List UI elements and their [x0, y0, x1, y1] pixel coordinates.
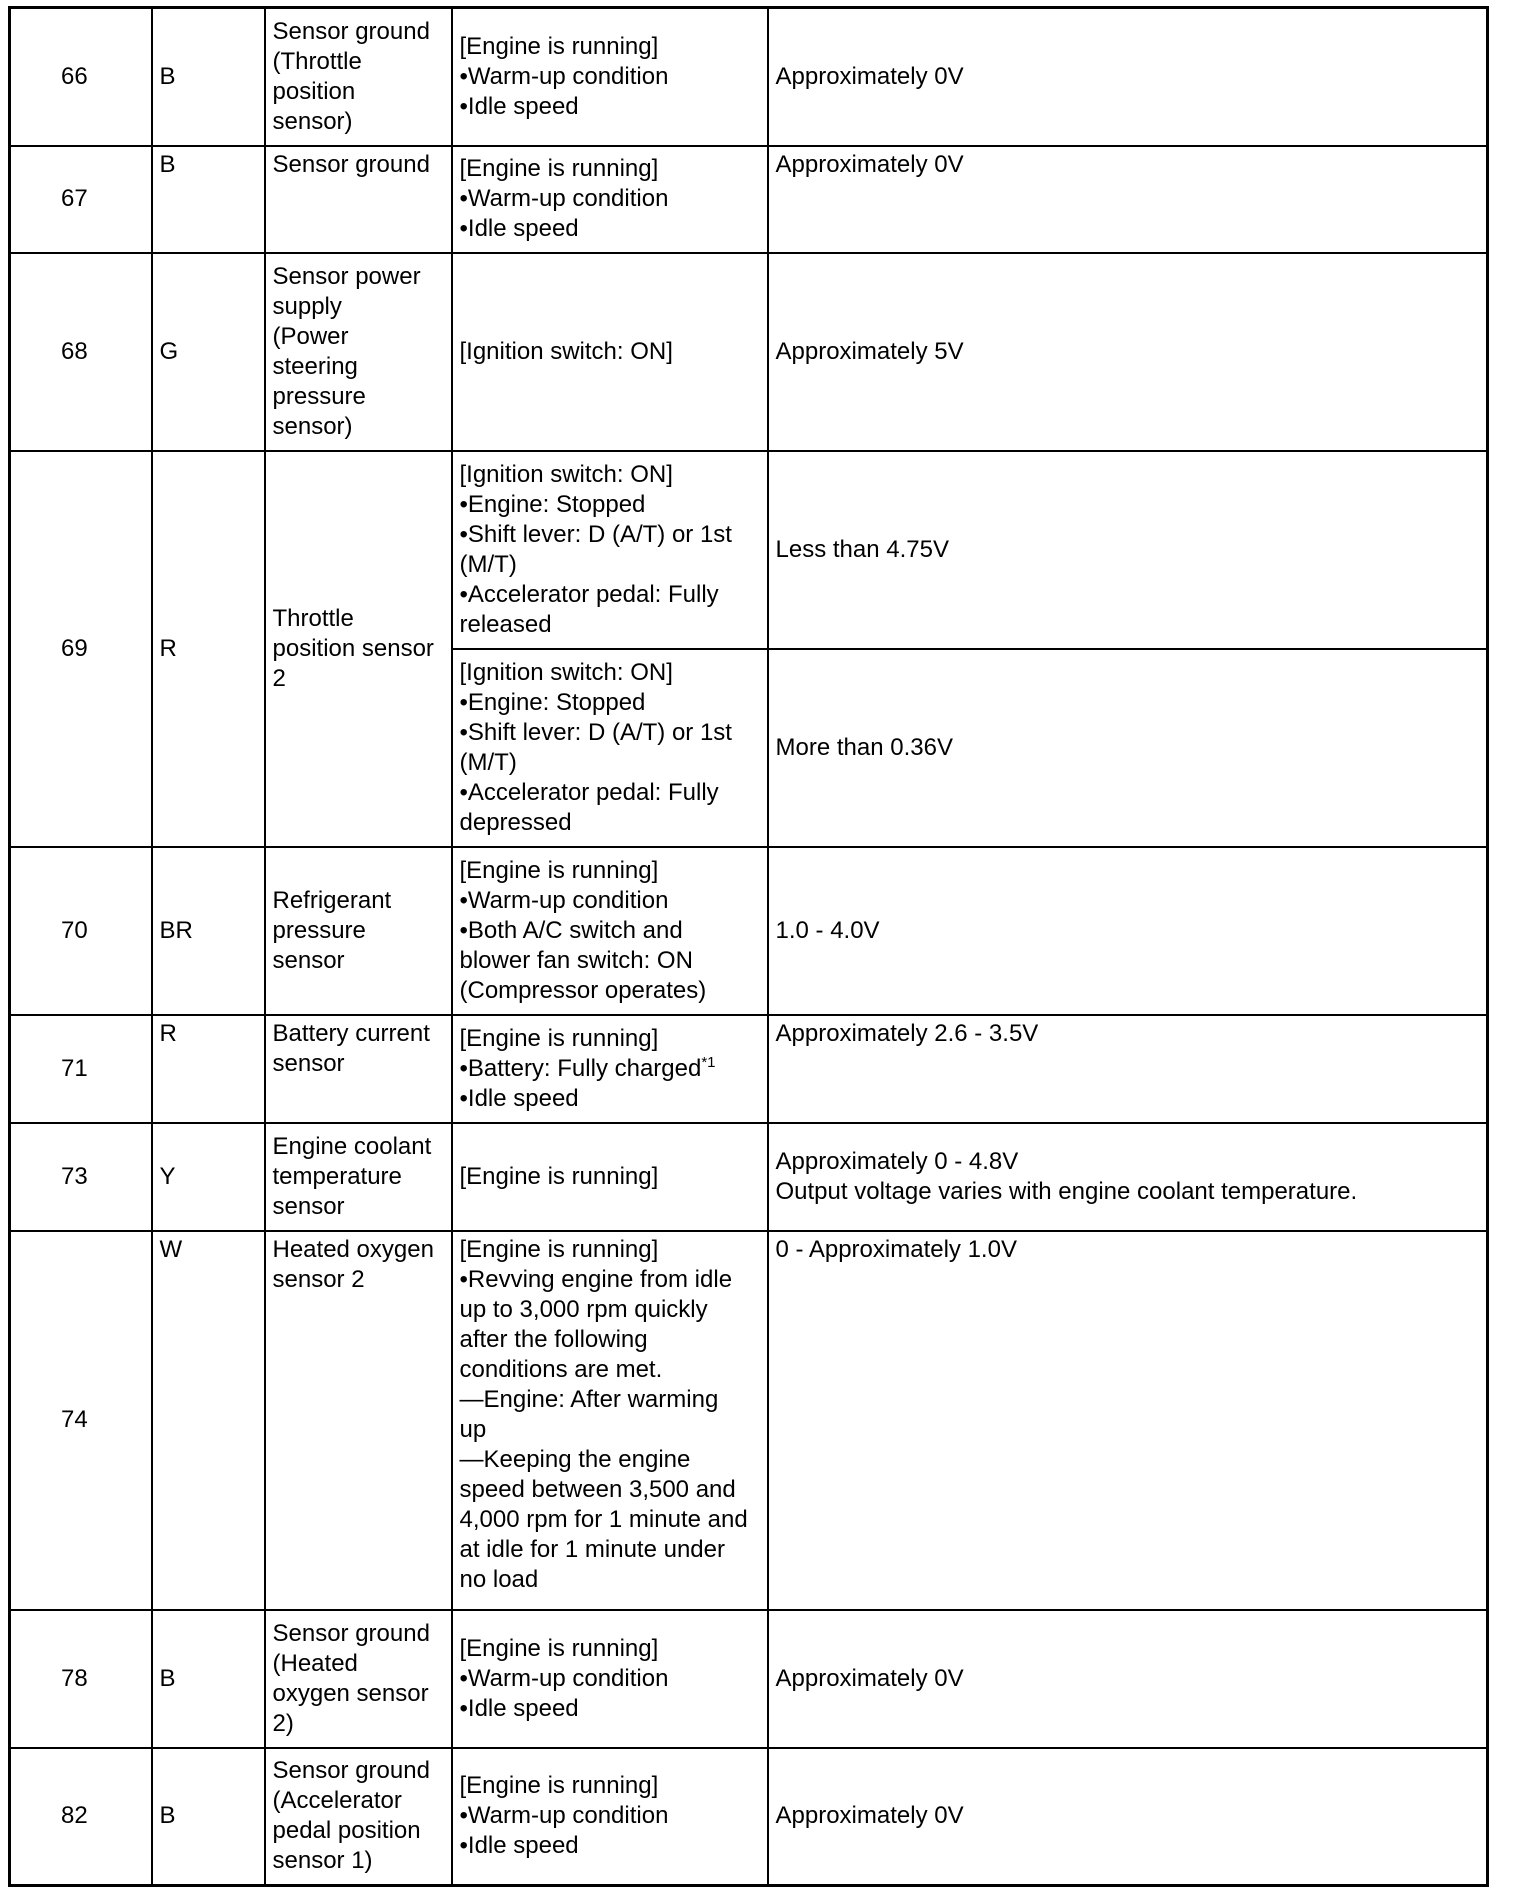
condition-cell [452, 1231, 768, 1610]
condition-line: [Engine is running] [459, 1162, 659, 1190]
item-line: Heated oxygen [272, 1235, 434, 1263]
item-cell [265, 451, 452, 847]
condition-line: [Engine is running] [459, 856, 659, 884]
item-line: sensor [272, 1049, 345, 1077]
item-line: (Heated [272, 1649, 358, 1677]
value-cell [768, 1231, 1488, 1610]
item-line: oxygen sensor [272, 1679, 429, 1707]
value-cell [768, 1015, 1488, 1123]
terminal-number: 67 [10, 146, 152, 253]
wire-color: G [152, 253, 265, 451]
footnote-mark: *1 [701, 1053, 716, 1071]
terminal-number: 70 [10, 847, 152, 1015]
item-line: 2) [272, 1709, 294, 1737]
wire-color: R [152, 1015, 265, 1123]
table-row [10, 146, 1488, 253]
table-row [10, 1123, 1488, 1231]
table-row [10, 253, 1488, 451]
value-cell [768, 1610, 1488, 1748]
table-row [10, 847, 1488, 1015]
item-line: (Power [272, 322, 349, 350]
condition-cell [452, 1123, 768, 1231]
value-cell [768, 253, 1488, 451]
condition-line: [Engine is running] [459, 1235, 659, 1263]
item-line: Sensor power [272, 262, 421, 290]
terminal-number: 74 [10, 1231, 152, 1610]
wire-color: Y [152, 1123, 265, 1231]
item-line: 2 [272, 664, 286, 692]
terminal-number: 73 [10, 1123, 152, 1231]
condition-line: [Ignition switch: ON] [459, 460, 673, 488]
value-cell [768, 451, 1488, 649]
condition-cell [452, 649, 768, 847]
condition-line: (M/T) [459, 550, 517, 578]
condition-line: [Engine is running] [459, 1024, 659, 1052]
condition-line: depressed [459, 808, 572, 836]
item-line: position [272, 77, 356, 105]
item-line: sensor 2 [272, 1265, 365, 1293]
condition-line: (Compressor operates) [459, 976, 707, 1004]
condition-line: [Ignition switch: ON] [459, 337, 673, 365]
item-line: pressure [272, 916, 366, 944]
table-row [10, 1610, 1488, 1748]
wire-color: B [152, 146, 265, 253]
wire-color: R [152, 451, 265, 847]
item-cell [265, 8, 452, 146]
terminal-number: 82 [10, 1748, 152, 1886]
item-line: Engine coolant [272, 1132, 432, 1160]
condition-cell [452, 847, 768, 1015]
value-cell [768, 847, 1488, 1015]
condition-line: [Engine is running] [459, 1772, 659, 1800]
value-line: More than 0.36V [775, 733, 953, 761]
condition-cell [452, 1015, 768, 1123]
item-cell [265, 1748, 452, 1886]
condition-line: [Engine is running] [459, 155, 659, 182]
terminal-number: 68 [10, 253, 152, 451]
terminal-number: 71 [10, 1015, 152, 1123]
condition-line: •Warm-up condition [459, 1664, 669, 1692]
item-line: Sensor ground [272, 150, 430, 178]
condition-line: blower fan switch: ON [459, 946, 693, 974]
condition-line: •Warm-up condition [459, 62, 669, 90]
condition-text: •Battery: Fully charged [459, 1054, 702, 1082]
value-line: Approximately 5V [775, 337, 964, 365]
item-line: position sensor [272, 634, 434, 662]
item-cell [265, 847, 452, 1015]
condition-line: •Idle speed [459, 215, 579, 242]
condition-line: [Ignition switch: ON] [459, 658, 673, 686]
value-line: Output voltage varies with engine coolant temperature. [775, 1177, 1358, 1205]
value-cell [768, 649, 1488, 847]
item-line: Sensor ground [272, 1619, 430, 1647]
ecm-terminal-table [8, 6, 1489, 1887]
condition-cell [452, 1610, 768, 1748]
value-line: 0 - Approximately 1.0V [775, 1235, 1017, 1263]
terminal-number: 66 [10, 8, 152, 146]
item-cell [265, 1610, 452, 1748]
condition-line: •Both A/C switch and [459, 916, 683, 944]
condition-line: •Warm-up condition [459, 1802, 669, 1830]
table-row [10, 1015, 1488, 1123]
value-line: Less than 4.75V [775, 535, 949, 563]
item-cell [265, 146, 452, 253]
table-row [10, 1231, 1488, 1610]
condition-line: •Idle speed [459, 1694, 579, 1722]
condition-cell [452, 253, 768, 451]
condition-cell [452, 146, 768, 253]
value-line: Approximately 0V [775, 62, 964, 90]
item-line: Battery current [272, 1019, 430, 1047]
condition-line: •Warm-up condition [459, 185, 669, 212]
value-line: Approximately 0V [775, 150, 964, 178]
value-line: Approximately 0 - 4.8V [775, 1147, 1019, 1175]
condition-line: —Engine: After warming [459, 1385, 719, 1413]
condition-line: 4,000 rpm for 1 minute and [459, 1505, 748, 1533]
condition-line: •Accelerator pedal: Fully [459, 580, 719, 608]
condition-line: up to 3,000 rpm quickly [459, 1295, 708, 1323]
condition-line: after the following [459, 1325, 648, 1353]
condition-line: •Engine: Stopped [459, 688, 646, 716]
item-line: sensor) [272, 412, 353, 440]
item-line: sensor [272, 946, 345, 974]
condition-line: (M/T) [459, 748, 517, 776]
table-row [10, 1748, 1488, 1886]
condition-line: [Engine is running] [459, 32, 659, 60]
item-line: steering [272, 352, 358, 380]
condition-line: conditions are met. [459, 1355, 663, 1383]
item-line: Sensor ground [272, 17, 430, 45]
item-line: sensor 1) [272, 1847, 373, 1875]
item-line: Refrigerant [272, 886, 392, 914]
item-line: Throttle [272, 604, 354, 632]
condition-cell [452, 451, 768, 649]
item-line: pressure [272, 382, 366, 410]
item-cell [265, 253, 452, 451]
condition-line: •Accelerator pedal: Fully [459, 778, 719, 806]
item-line: (Throttle [272, 47, 362, 75]
condition-line: up [459, 1415, 487, 1443]
value-cell [768, 1748, 1488, 1886]
item-line: (Accelerator [272, 1787, 402, 1815]
wire-color: B [152, 1748, 265, 1886]
item-line: Sensor ground [272, 1757, 430, 1785]
value-line: 1.0 - 4.0V [775, 916, 880, 944]
condition-line: [Engine is running] [459, 1634, 659, 1662]
condition-line: no load [459, 1565, 539, 1593]
table-row [10, 8, 1488, 146]
condition-line: —Keeping the engine [459, 1445, 691, 1473]
item-line: sensor) [272, 107, 353, 135]
value-cell [768, 146, 1488, 253]
wire-color: W [152, 1231, 265, 1610]
terminal-number: 78 [10, 1610, 152, 1748]
item-cell [265, 1231, 452, 1610]
condition-line: •Warm-up condition [459, 886, 669, 914]
condition-line: speed between 3,500 and [459, 1475, 736, 1503]
condition-line: at idle for 1 minute under [459, 1535, 725, 1563]
value-line: Approximately 2.6 - 3.5V [775, 1019, 1039, 1047]
wire-color: B [152, 8, 265, 146]
terminal-number: 69 [10, 451, 152, 847]
item-line: sensor [272, 1192, 345, 1220]
wire-color: BR [152, 847, 265, 1015]
condition-line: •Shift lever: D (A/T) or 1st [459, 718, 732, 746]
condition-line: •Idle speed [459, 1832, 579, 1860]
condition-line: released [459, 610, 552, 638]
item-cell [265, 1123, 452, 1231]
condition-line: •Idle speed [459, 1084, 579, 1112]
item-line: temperature [272, 1162, 402, 1190]
item-cell [265, 1015, 452, 1123]
item-line: supply [272, 292, 342, 320]
value-line: Approximately 0V [775, 1802, 964, 1830]
condition-cell [452, 8, 768, 146]
value-cell [768, 1123, 1488, 1231]
condition-cell [452, 1748, 768, 1886]
value-cell [768, 8, 1488, 146]
condition-line: •Shift lever: D (A/T) or 1st [459, 520, 732, 548]
item-line: pedal position [272, 1817, 421, 1845]
value-line: Approximately 0V [775, 1664, 964, 1692]
condition-line: •Revving engine from idle [459, 1265, 733, 1293]
condition-line: •Engine: Stopped [459, 490, 646, 518]
wire-color: B [152, 1610, 265, 1748]
condition-line: •Idle speed [459, 92, 579, 120]
table-row [10, 451, 1488, 649]
condition-line [460, 1054, 760, 1084]
